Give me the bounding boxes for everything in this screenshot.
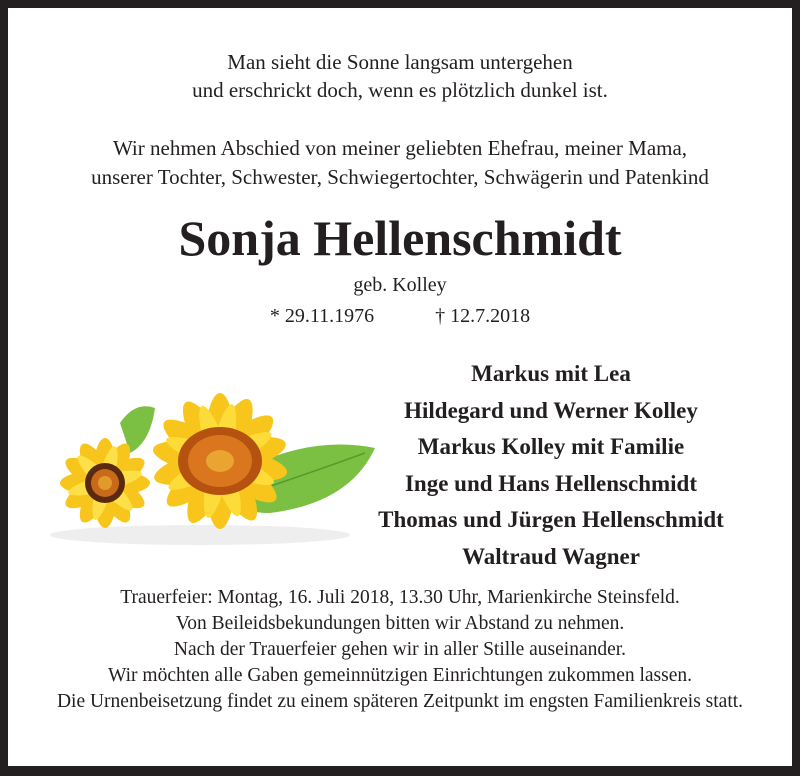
birth-date: * 29.11.1976: [269, 305, 375, 327]
mourners-list: [346, 356, 756, 575]
poem-line: und erschrickt doch, wenn es plötzlich dunkel ist.: [192, 78, 608, 102]
intro-line: unserer Tochter, Schwester, Schwiegertochter, Schwägerin und Patenkind: [91, 165, 709, 189]
death-date: † 12.7.2018: [435, 305, 531, 327]
info-line: Trauerfeier: Montag, 16. Juli 2018, 13.30 Uhr, Marienkirche Steinsfeld.: [120, 587, 680, 608]
funeral-info: [8, 585, 792, 715]
intro: [8, 134, 792, 192]
info-line: Wir möchten alle Gaben gemeinnützigen Einrichtungen zukommen lassen.: [107, 665, 693, 686]
mourner: Inge und Hans Hellenschmidt: [404, 470, 698, 496]
info-line: Die Urnenbeisetzung findet zu einem späteren Zeitpunkt im engsten Familienkreis statt.: [56, 691, 744, 712]
mourner: Markus mit Lea: [471, 361, 631, 386]
mourner: Markus Kolley mit Familie: [417, 434, 685, 459]
info-line: Nach der Trauerfeier gehen wir in aller Stille auseinander.: [173, 639, 627, 660]
mourner: Waltraud Wagner: [462, 543, 640, 569]
obituary-card: [8, 8, 792, 766]
sunflower-image: [20, 363, 380, 548]
birth-name: geb. Kolley: [353, 274, 447, 296]
dates: [8, 305, 792, 328]
mourner: Thomas und Jürgen Hellenschmidt: [378, 507, 724, 532]
poem-line: Man sieht die Sonne langsam untergehen: [227, 50, 573, 74]
mourner: Hildegard und Werner Kolley: [404, 397, 698, 423]
info-line: Von Beileidsbekundungen bitten wir Abstand zu nehmen.: [175, 613, 625, 634]
deceased-name: Sonja Hellenschmidt: [178, 210, 622, 266]
intro-line: Wir nehmen Abschied von meiner geliebten Ehefrau, meiner Mama,: [112, 136, 688, 160]
poem: [8, 48, 792, 104]
